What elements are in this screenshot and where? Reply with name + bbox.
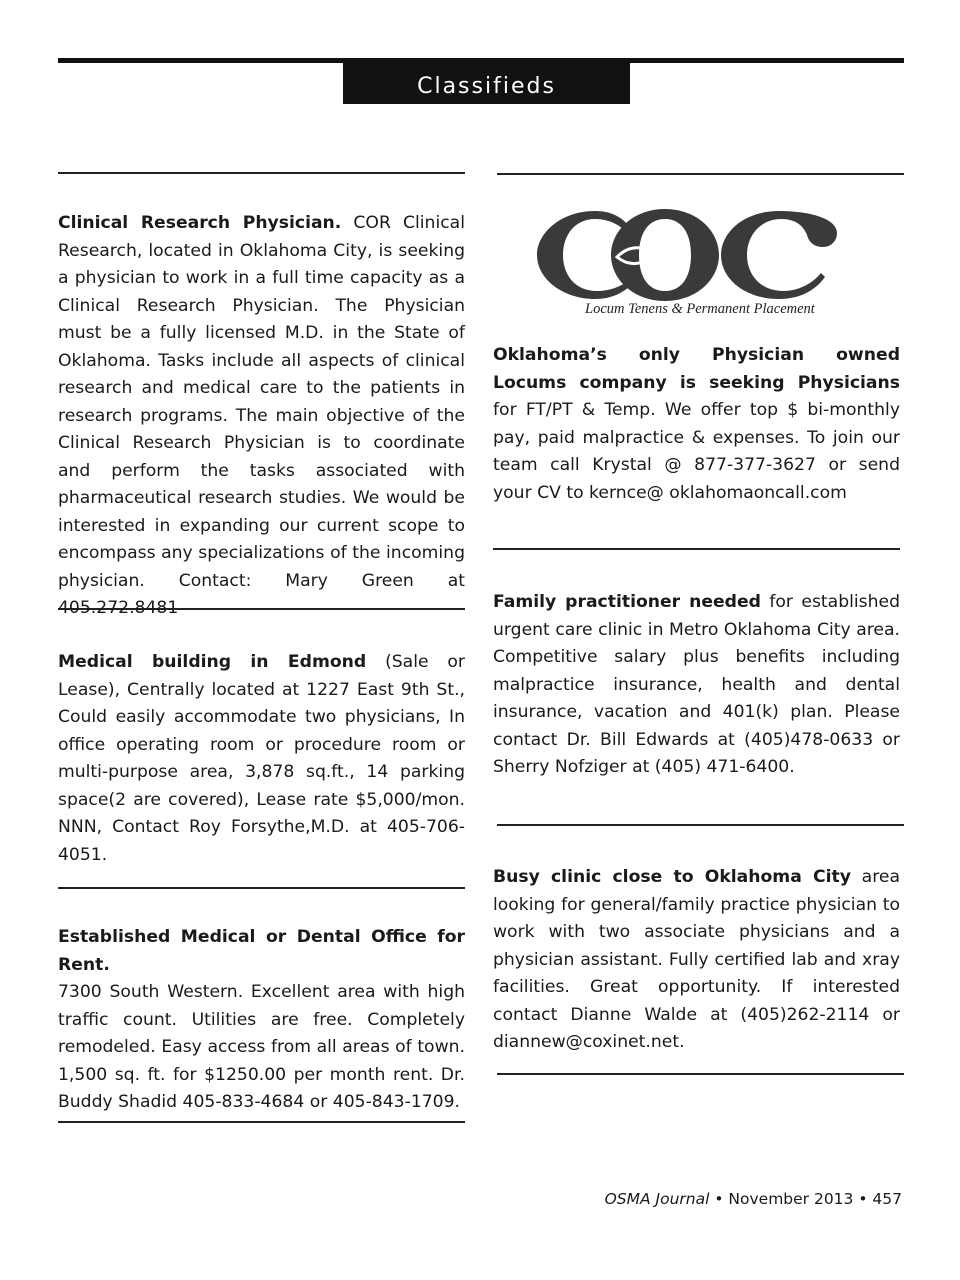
ad-clinical-research — [58, 210, 465, 623]
ad-body: for FT/PT & Temp. We offer top $ bi-monthly pay, paid malpractice & expenses. To join our team call Krystal @ 877-377-3627 or send your CV to kernce@ oklahomaoncall.com — [493, 400, 900, 503]
ad-body: area looking for general/family practice physician to work with two associate physicians and a physician assistant. Fully certified lab and xray facilities. Great opportunity. If interested contact Dianne Walde at (405)262-2114 or diannew@coxinet.net. — [493, 867, 900, 1052]
divider-rule — [58, 172, 465, 174]
divider-rule — [493, 548, 900, 550]
coc-logo — [533, 205, 853, 320]
ad-office-rent — [58, 924, 465, 1117]
ad-heading: Family practitioner needed — [493, 592, 761, 612]
logo-tagline: Locum Tenens & Permanent Placement — [585, 301, 815, 317]
section-banner: Classifieds — [343, 63, 630, 104]
divider-rule — [497, 1073, 904, 1075]
divider-rule — [58, 1121, 465, 1123]
ad-body: 7300 South Western. Excellent area with high traffic count. Utilities are free. Completely remodeled. Easy access from all areas of town. 1,500 sq. ft. for $1250.00 per month rent. Dr. Buddy Shadid 405-833-4684 or 405-843-1709. — [58, 982, 465, 1112]
divider-rule — [497, 173, 904, 175]
ad-body: COR Clinical Research, located in Oklahoma City, is seeking a physician to work in a full time capacity as a Clinical Research Physician. The Physician must be a fully licensed M.D. in the State of Oklahoma. Tasks include all aspects of clinical research and medical care to the patients in research programs. The main objective of the Clinical Research Physician is to coordinate and perform the tasks associated with pharmaceutical research studies. We would be interested in expanding our current scope to encompass any specializations of the incoming physician. Contact: Mary Green at 405.272.8481 — [58, 213, 465, 618]
ad-body: for established urgent care clinic in Metro Oklahoma City area. Competitive salary plus benefits including malpractice insurance, health and dental insurance, vacation and 401(k) plan. Please contact Dr. Bill Edwards at (405)478-0633 or Sherry Nofziger at (405) 471-6400. — [493, 592, 900, 777]
divider-rule — [497, 824, 904, 826]
ad-heading: Oklahoma’s only Physician owned Locums company is seeking Physicians — [493, 345, 900, 393]
ad-body: (Sale or Lease), Centrally located at 1227 East 9th St., Could easily accommodate two physicians, In office operating room or procedure room or multi-purpose area, 3,878 sq.ft., 14 parking space(2 are covered), Lease rate $5,000/mon. NNN, Contact Roy Forsythe,M.D. at 405-706-4051. — [58, 652, 465, 865]
ad-heading: Clinical Research Physician. — [58, 213, 342, 233]
page-footer — [605, 1190, 902, 1208]
ad-heading: Established Medical or Dental Office for Rent. — [58, 927, 465, 975]
ad-heading: Busy clinic close to Oklahoma City — [493, 867, 851, 887]
journal-name: OSMA Journal — [604, 1190, 710, 1208]
divider-rule — [58, 887, 465, 889]
issue-and-page: • November 2013 • 457 — [709, 1190, 902, 1208]
ad-medical-building — [58, 649, 465, 869]
ad-family-practitioner — [493, 589, 900, 782]
ad-locums — [493, 342, 900, 507]
ad-busy-clinic — [493, 864, 900, 1057]
ad-heading: Medical building in Edmond — [58, 652, 367, 672]
